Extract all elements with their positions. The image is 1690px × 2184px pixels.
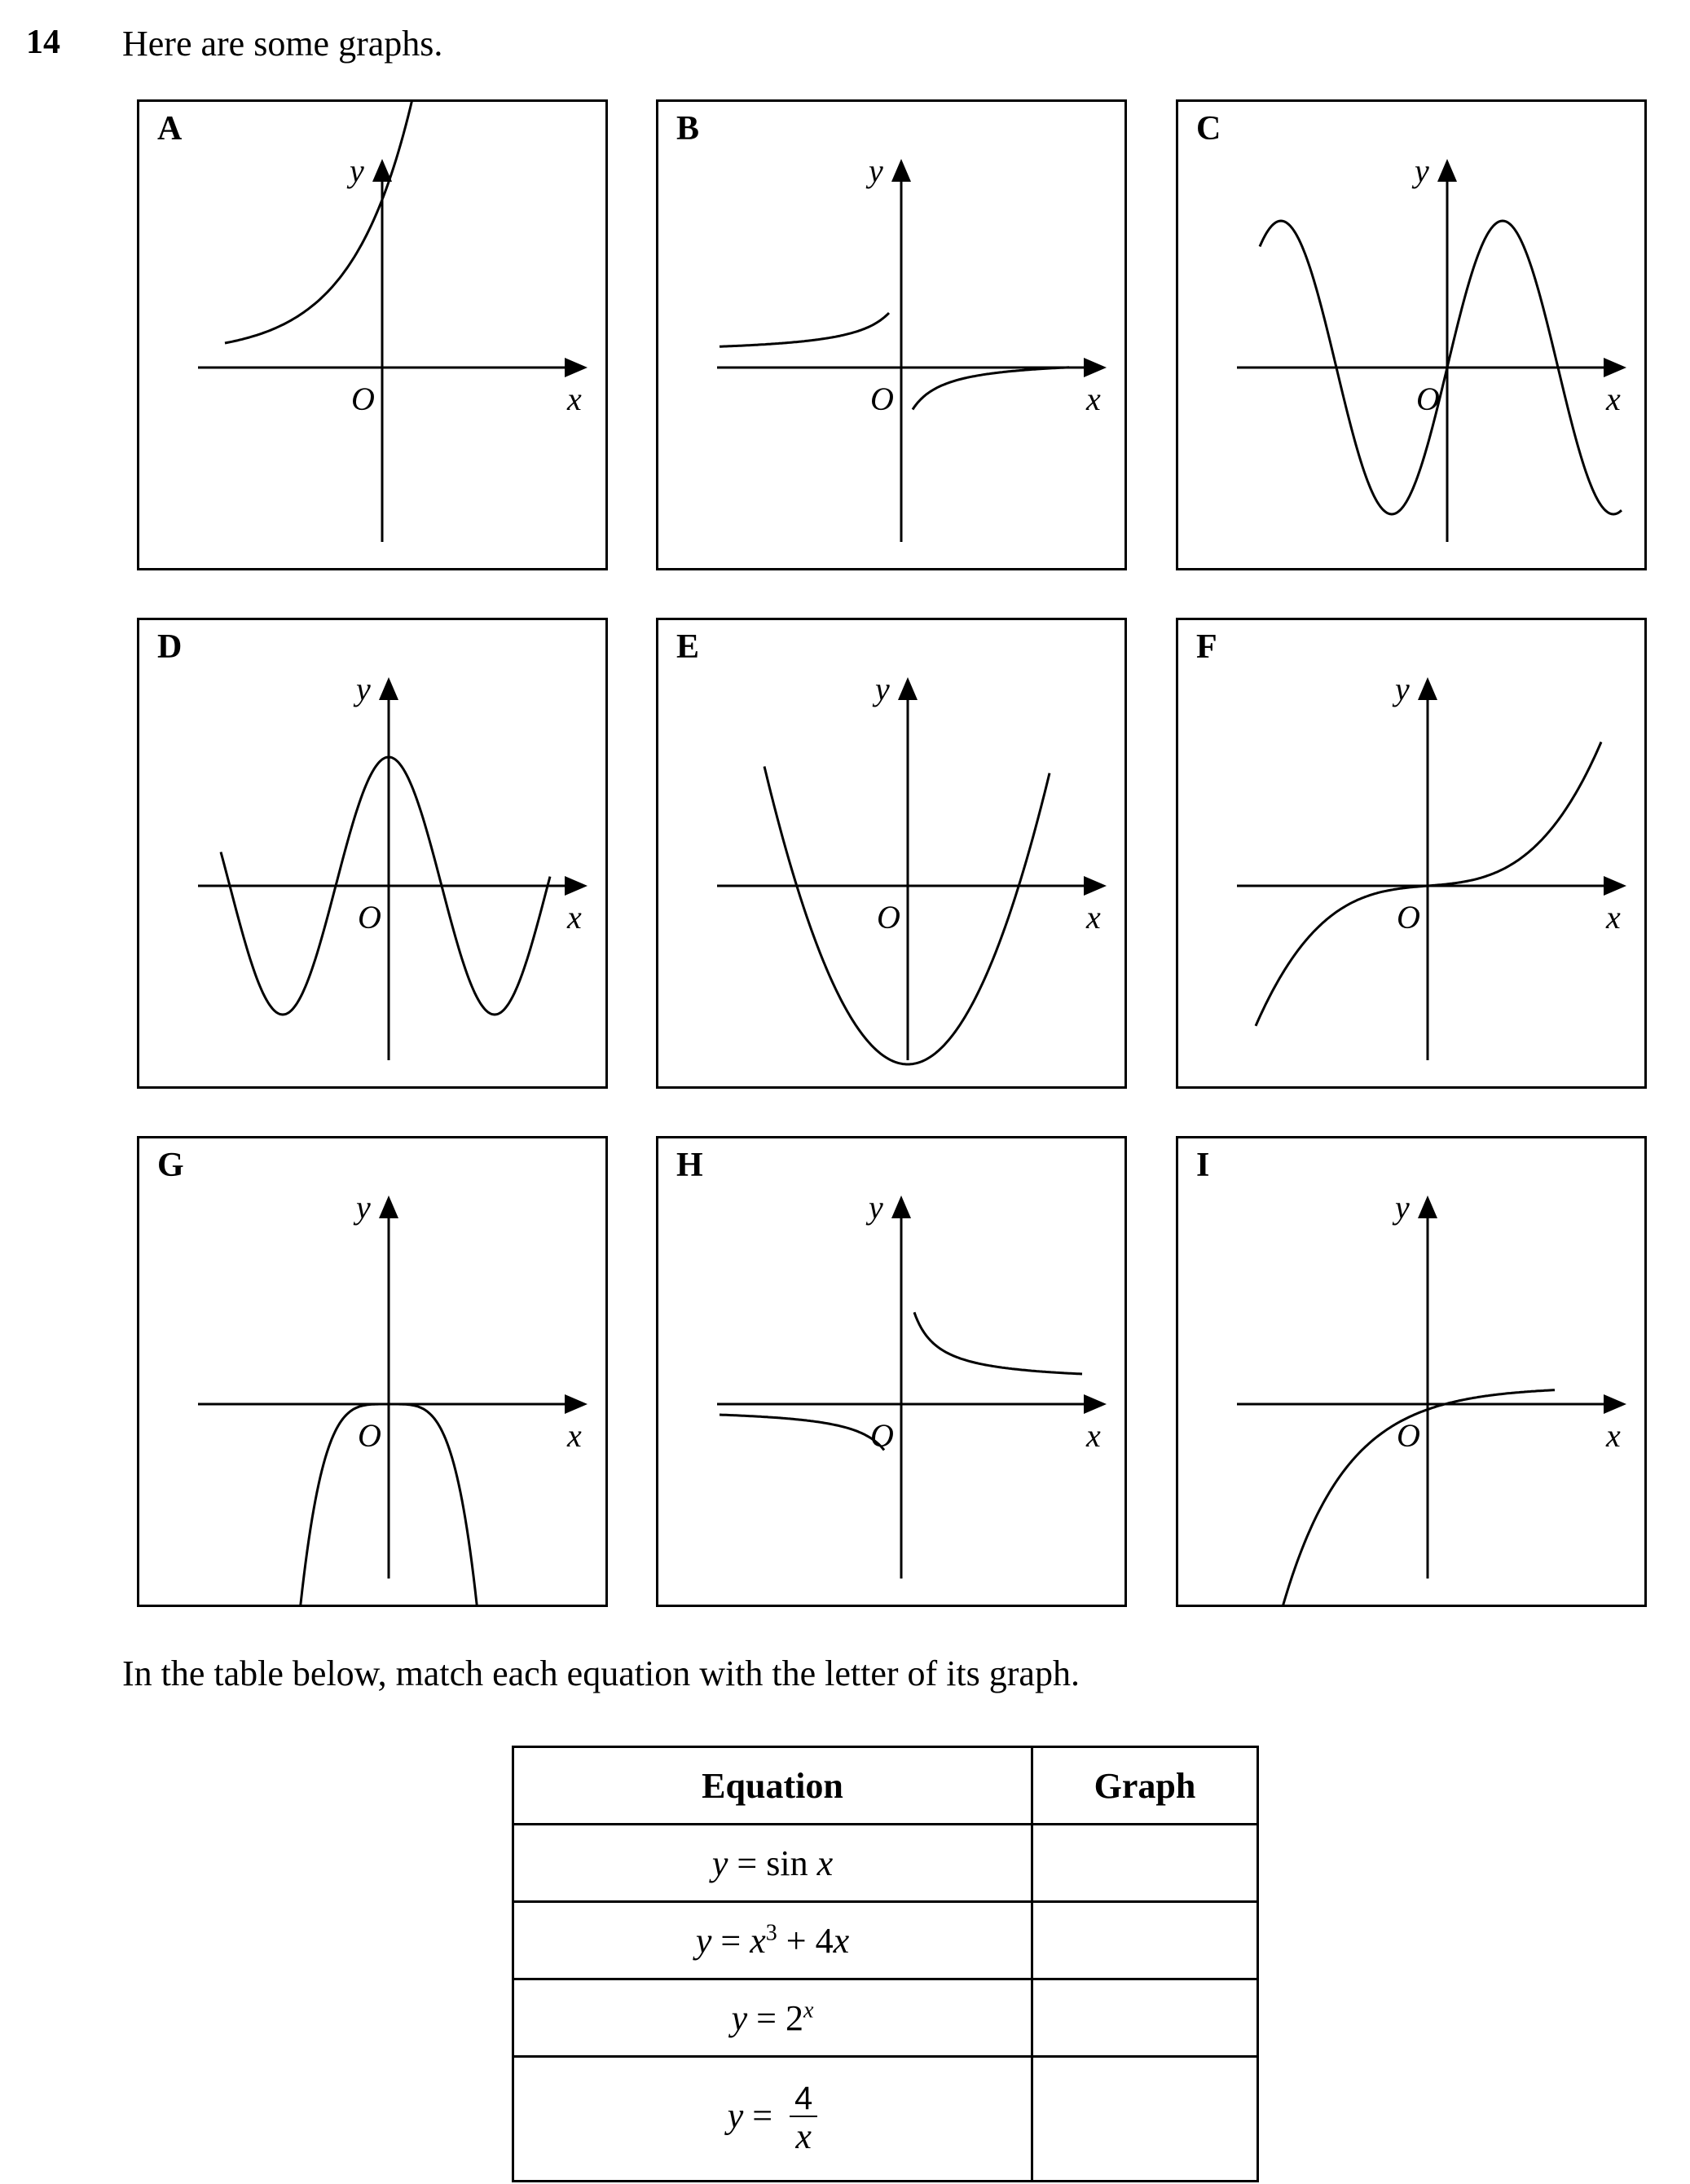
y-axis-arrow-icon xyxy=(1418,677,1437,700)
equation-cell xyxy=(513,1902,1032,1979)
x-axis-label: x xyxy=(1086,1417,1101,1454)
graph-answer-cell[interactable] xyxy=(1032,1902,1258,1979)
table-row xyxy=(513,1825,1258,1902)
y-axis-label: y xyxy=(875,671,890,707)
x-axis-label: x xyxy=(1086,381,1101,417)
graph-plot xyxy=(139,620,605,1086)
eq-sign: = xyxy=(756,1997,777,2038)
origin-label: O xyxy=(877,899,900,936)
table-row xyxy=(513,1902,1258,1979)
eq-func: sin xyxy=(766,1843,808,1883)
x-axis-arrow-icon xyxy=(1604,1394,1626,1414)
graph-plot xyxy=(139,1138,605,1605)
graph-letter: G xyxy=(157,1147,184,1184)
graph-letter: E xyxy=(676,628,700,666)
curve-exponential-growth xyxy=(225,102,506,343)
graph-plot xyxy=(658,1138,1124,1605)
graph-panel-d xyxy=(137,618,608,1089)
origin-label: O xyxy=(870,1417,894,1454)
eq-base: 2 xyxy=(785,1997,803,2038)
origin-label: O xyxy=(870,381,894,417)
x-axis-arrow-icon xyxy=(565,358,588,377)
eq-y: y xyxy=(731,1997,748,2038)
curve-reciprocal-negative xyxy=(913,368,1069,410)
y-axis-arrow-icon xyxy=(379,677,398,700)
equation-cell xyxy=(513,1979,1032,2057)
x-axis-arrow-icon xyxy=(565,1394,588,1414)
x-axis-label: x xyxy=(567,899,582,936)
table-header-row xyxy=(513,1747,1258,1825)
graph-plot xyxy=(1178,102,1644,568)
graph-panel-c xyxy=(1176,99,1647,570)
y-axis-label: y xyxy=(350,152,364,189)
x-axis-label: x xyxy=(1606,899,1621,936)
graph-panel-h xyxy=(656,1136,1127,1607)
eq-y: y xyxy=(711,1843,728,1883)
y-axis-arrow-icon xyxy=(891,159,911,182)
x-axis-label: x xyxy=(1606,381,1621,417)
eq-sign: = xyxy=(720,1920,742,1961)
graph-letter: F xyxy=(1196,628,1217,666)
eq-numerator: 4 xyxy=(790,2081,817,2117)
y-axis-arrow-icon xyxy=(1437,159,1457,182)
curve-reciprocal-positive xyxy=(720,1415,884,1450)
origin-label: O xyxy=(358,899,381,936)
eq-sign: = xyxy=(752,2095,773,2136)
y-axis-label: y xyxy=(869,152,883,189)
x-axis-label: x xyxy=(1606,1417,1621,1454)
eq-denominator: x xyxy=(795,2116,812,2156)
equation-cell xyxy=(513,1825,1032,1902)
x-axis-arrow-icon xyxy=(1604,876,1626,896)
graph-letter: H xyxy=(676,1147,703,1184)
eq-sign: = xyxy=(737,1843,758,1883)
graph-panel-b xyxy=(656,99,1127,570)
origin-label: O xyxy=(1397,1417,1420,1454)
instruction-text: In the table below, match each equation with the letter of its graph. xyxy=(122,1653,1080,1693)
x-axis-arrow-icon xyxy=(1084,1394,1107,1414)
graph-plot xyxy=(658,620,1124,1086)
origin-label: O xyxy=(358,1417,381,1454)
y-axis-label: y xyxy=(869,1189,883,1226)
origin-label: O xyxy=(1397,899,1420,936)
eq-y: y xyxy=(727,2095,744,2136)
eq-y: y xyxy=(695,1920,712,1961)
table-row xyxy=(513,2057,1258,2182)
y-axis-label: y xyxy=(356,1189,371,1226)
curve-reciprocal-negative xyxy=(720,313,889,346)
y-axis-label: y xyxy=(356,671,371,707)
intro-text: Here are some graphs. xyxy=(122,24,443,64)
graph-panel-g xyxy=(137,1136,608,1607)
origin-label: O xyxy=(1416,381,1440,417)
graph-panel-f xyxy=(1176,618,1647,1089)
eq-base: x xyxy=(750,1920,766,1961)
origin-label: O xyxy=(351,381,375,417)
x-axis-label: x xyxy=(567,381,582,417)
y-axis-arrow-icon xyxy=(898,677,918,700)
curve-reciprocal-positive xyxy=(914,1312,1082,1374)
x-axis-arrow-icon xyxy=(1084,358,1107,377)
header-graph: Graph xyxy=(1032,1747,1258,1825)
x-axis-label: x xyxy=(1086,899,1101,936)
graph-panel-i xyxy=(1176,1136,1647,1607)
question-number: 14 xyxy=(26,24,60,61)
eq-fraction xyxy=(790,2081,817,2156)
graph-letter: A xyxy=(157,110,183,148)
eq-tail: + 4 xyxy=(786,1920,834,1961)
graph-panel-a xyxy=(137,99,608,570)
y-axis-arrow-icon xyxy=(1418,1195,1437,1218)
graph-letter: I xyxy=(1196,1147,1210,1184)
eq-var: x xyxy=(816,1843,834,1883)
graph-plot xyxy=(139,102,605,568)
eq-exponent: 3 xyxy=(765,1919,777,1945)
x-axis-label: x xyxy=(567,1417,582,1454)
x-axis-arrow-icon xyxy=(1604,358,1626,377)
matching-table xyxy=(512,1746,1259,2182)
header-equation: Equation xyxy=(513,1747,1032,1825)
graph-plot xyxy=(1178,1138,1644,1605)
graph-plot xyxy=(1178,620,1644,1086)
eq-var: x xyxy=(833,1920,850,1961)
graph-answer-cell[interactable] xyxy=(1032,1979,1258,2057)
graph-plot xyxy=(658,102,1124,568)
eq-exponent: x xyxy=(803,1997,814,2023)
graph-letter: D xyxy=(157,628,183,666)
y-axis-arrow-icon xyxy=(891,1195,911,1218)
equation-cell xyxy=(513,2057,1032,2182)
graph-letter: B xyxy=(676,110,700,148)
y-axis-label: y xyxy=(1415,152,1429,189)
graph-letter: C xyxy=(1196,110,1221,148)
table-row xyxy=(513,1979,1258,2057)
y-axis-arrow-icon xyxy=(379,1195,398,1218)
y-axis-label: y xyxy=(1395,671,1410,707)
graph-answer-cell[interactable] xyxy=(1032,2057,1258,2182)
y-axis-label: y xyxy=(1395,1189,1410,1226)
x-axis-arrow-icon xyxy=(565,876,588,896)
graph-answer-cell[interactable] xyxy=(1032,1825,1258,1902)
x-axis-arrow-icon xyxy=(1084,876,1107,896)
graph-panel-e xyxy=(656,618,1127,1089)
